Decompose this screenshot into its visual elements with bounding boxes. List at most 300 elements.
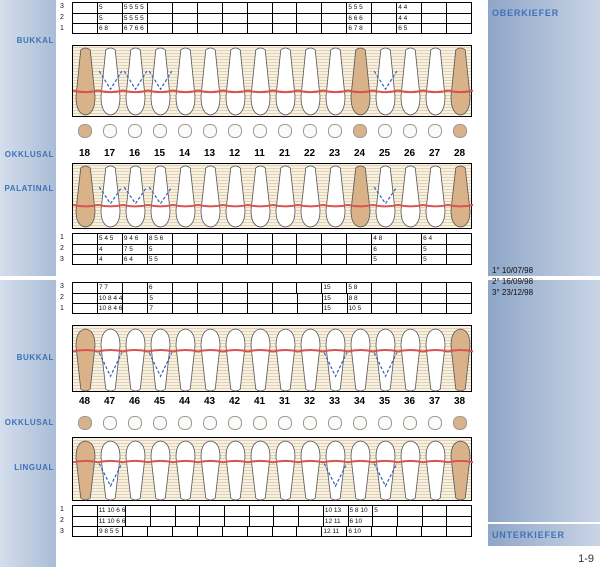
tooth-number: 18 — [78, 148, 91, 159]
grid-row-number: 2 — [60, 294, 64, 301]
grid-row — [73, 293, 471, 303]
grid-cell — [298, 517, 323, 526]
grid-cell — [122, 294, 147, 303]
grid-cell: 7 7 — [97, 283, 122, 293]
grid-cell — [297, 294, 322, 303]
lower-top-grid — [72, 282, 472, 314]
grid-cell — [371, 14, 396, 23]
grid-cell: 5 — [371, 255, 396, 264]
grid-row — [73, 516, 471, 526]
tooth-outline — [176, 166, 195, 227]
tooth-number: 47 — [103, 396, 116, 407]
occlusal-tooth-icon — [428, 124, 442, 138]
grid-cell — [147, 24, 172, 33]
grid-cell — [397, 506, 422, 516]
grid-cell — [321, 255, 346, 264]
grid-row-number: 2 — [60, 517, 64, 524]
tooth-number: 46 — [128, 396, 141, 407]
tooth-outline — [301, 166, 320, 227]
grid-cell — [321, 14, 346, 23]
tooth-number: 32 — [303, 396, 316, 407]
tooth-number: 25 — [378, 148, 391, 159]
grid-cell — [249, 517, 274, 526]
grid-cell — [371, 24, 396, 33]
grid-cell — [122, 304, 147, 313]
grid-cell: 6 8 — [97, 24, 122, 33]
occlusal-tooth-icon — [353, 416, 367, 430]
upper-occlusal-row — [72, 120, 472, 142]
right-band-lower — [488, 280, 600, 522]
grid-cell — [172, 14, 197, 23]
tooth-number: 42 — [228, 396, 241, 407]
grid-cell — [296, 255, 321, 264]
lower-lingual-panel — [72, 437, 472, 501]
grid-cell: 5 4 5 — [97, 234, 122, 244]
grid-cell: 5 — [97, 3, 122, 13]
occlusal-tooth-icon — [228, 416, 242, 430]
grid-cell — [421, 24, 446, 33]
grid-cell — [397, 517, 422, 526]
tooth-drawing — [73, 164, 473, 230]
grid-row-number: 1 — [60, 506, 64, 513]
tooth-number: 27 — [428, 148, 441, 159]
grid-cell: 5 — [372, 506, 397, 516]
grid-cell — [122, 527, 147, 536]
grid-cell: 5 — [147, 294, 172, 303]
grid-cell — [222, 304, 247, 313]
grid-cell — [224, 506, 249, 516]
occlusal-tooth-icon — [328, 124, 342, 138]
tooth-outline — [326, 166, 345, 227]
grid-cell — [73, 517, 97, 526]
tooth-outline — [201, 48, 220, 115]
occlusal-tooth-icon — [428, 416, 442, 430]
tooth-outline — [451, 48, 470, 115]
grid-cell — [297, 304, 322, 313]
tooth-outline — [276, 441, 295, 500]
grid-cell — [172, 255, 197, 264]
tooth-outline — [126, 329, 145, 391]
grid-cell: 15 — [322, 304, 347, 313]
grid-cell: 6 10 — [348, 517, 373, 526]
grid-cell — [197, 283, 222, 293]
grid-row-number: 1 — [60, 234, 64, 241]
tooth-outline — [426, 329, 445, 391]
tooth-number: 26 — [403, 148, 416, 159]
grid-cell — [272, 245, 297, 254]
grid-cell — [296, 24, 321, 33]
tooth-outline — [226, 48, 245, 115]
grid-cell — [296, 527, 321, 536]
grid-cell — [172, 234, 197, 244]
grid-cell — [422, 517, 447, 526]
occlusal-tooth-icon — [128, 416, 142, 430]
tooth-outline — [401, 166, 420, 227]
grid-cell — [247, 14, 272, 23]
grid-cell: 5 5 5 5 — [122, 3, 147, 13]
tooth-outline — [201, 166, 220, 227]
tooth-number: 31 — [278, 396, 291, 407]
grid-cell: 9 4 6 — [122, 234, 147, 244]
grid-cell — [172, 304, 197, 313]
grid-cell — [446, 234, 471, 244]
tooth-drawing — [73, 326, 473, 393]
grid-cell: 7 5 — [122, 245, 147, 254]
grid-row — [73, 3, 471, 13]
grid-cell — [298, 506, 323, 516]
grid-cell — [197, 527, 222, 536]
grid-cell — [222, 14, 247, 23]
grid-cell: 6 10 — [346, 527, 371, 536]
occlusal-tooth-icon — [378, 416, 392, 430]
grid-cell — [272, 255, 297, 264]
tooth-outline — [376, 48, 395, 115]
grid-cell — [222, 3, 247, 13]
grid-cell — [446, 527, 471, 536]
tooth-outline — [451, 329, 470, 391]
grid-cell — [273, 506, 298, 516]
grid-cell — [247, 255, 272, 264]
grid-cell — [247, 24, 272, 33]
grid-cell — [222, 245, 247, 254]
right-band-upper — [488, 0, 600, 276]
tooth-number: 24 — [353, 148, 366, 159]
grid-cell — [422, 506, 447, 516]
grid-cell — [247, 3, 272, 13]
tooth-number: 41 — [253, 396, 266, 407]
grid-cell — [396, 527, 421, 536]
tooth-number: 14 — [178, 148, 191, 159]
grid-cell — [73, 245, 97, 254]
tooth-outline — [226, 441, 245, 500]
grid-cell — [396, 294, 421, 303]
grid-cell: 6 7 6 6 — [122, 24, 147, 33]
grid-cell — [247, 527, 272, 536]
date-1: 1° 10/07/98 — [492, 266, 534, 275]
grid-cell — [247, 304, 272, 313]
grid-cell: 10 8 4 6 — [98, 305, 123, 312]
grid-cell — [73, 304, 97, 313]
tooth-outline — [251, 329, 270, 391]
tooth-drawing — [73, 46, 473, 118]
grid-cell — [446, 283, 471, 293]
tooth-outline — [151, 166, 170, 227]
grid-row-number: 3 — [60, 528, 64, 535]
occlusal-tooth-icon — [378, 124, 392, 138]
tooth-outline — [151, 441, 170, 500]
grid-cell — [197, 294, 222, 303]
grid-cell — [372, 517, 397, 526]
tooth-outline — [76, 329, 95, 391]
tooth-outline — [126, 441, 145, 500]
grid-row — [73, 254, 471, 264]
label-upper-palatal: PALATINAL — [4, 184, 54, 193]
grid-cell — [296, 14, 321, 23]
tooth-number: 23 — [328, 148, 341, 159]
occlusal-tooth-icon — [203, 416, 217, 430]
grid-row-number: 3 — [60, 283, 64, 290]
grid-cell — [446, 294, 471, 303]
tooth-outline — [251, 441, 270, 500]
grid-row — [73, 244, 471, 254]
grid-cell — [272, 234, 297, 244]
occlusal-tooth-icon — [203, 124, 217, 138]
grid-cell: 6 6 6 — [346, 14, 371, 23]
tooth-outline — [101, 441, 120, 500]
occlusal-tooth-icon — [78, 124, 92, 138]
grid-cell — [446, 517, 471, 526]
grid-cell — [371, 304, 396, 313]
tooth-outline — [301, 441, 320, 500]
grid-cell — [73, 283, 97, 293]
grid-cell: 10 13 — [323, 506, 348, 516]
occlusal-tooth-icon — [403, 124, 417, 138]
grid-cell — [73, 24, 97, 33]
grid-row-number: 2 — [60, 245, 64, 252]
tooth-number: 11 — [254, 148, 265, 159]
tooth-number: 34 — [353, 396, 366, 407]
tooth-outline — [451, 166, 470, 227]
upper-buccal-panel — [72, 45, 472, 117]
label-upper-occlusal: OKKLUSAL — [4, 150, 54, 159]
upper-bottom-grid — [72, 233, 472, 265]
tooth-number: 15 — [153, 148, 166, 159]
grid-cell: 8 5 6 — [147, 234, 172, 244]
grid-cell — [371, 3, 396, 13]
tooth-number: 37 — [428, 396, 441, 407]
grid-cell — [197, 3, 222, 13]
grid-cell — [197, 14, 222, 23]
tooth-outline — [426, 166, 445, 227]
tooth-outline — [76, 48, 95, 115]
grid-cell — [396, 234, 421, 244]
grid-cell — [296, 234, 321, 244]
grid-cell: 6 — [147, 283, 172, 293]
grid-cell: 5 8 10 — [348, 506, 373, 516]
grid-cell: 15 — [322, 294, 347, 303]
tooth-outline — [251, 48, 270, 115]
grid-row-number: 3 — [60, 3, 64, 10]
grid-cell — [222, 255, 247, 264]
grid-cell — [421, 283, 446, 293]
grid-cell — [147, 527, 172, 536]
grid-row — [73, 283, 471, 293]
grid-cell — [147, 3, 172, 13]
tooth-outline — [351, 441, 370, 500]
tooth-outline — [76, 441, 95, 500]
occlusal-tooth-icon — [303, 124, 317, 138]
grid-cell — [321, 24, 346, 33]
tooth-number: 43 — [203, 396, 216, 407]
grid-cell — [446, 255, 471, 264]
grid-cell: 11 10 6 6 — [98, 507, 126, 514]
grid-cell — [321, 234, 346, 244]
grid-cell: 4 4 — [396, 14, 421, 23]
occlusal-tooth-icon — [453, 124, 467, 138]
tooth-number: 17 — [103, 148, 116, 159]
grid-cell — [249, 506, 274, 516]
grid-cell — [224, 517, 249, 526]
grid-cell: 6 — [371, 245, 396, 254]
grid-cell: 5 — [97, 14, 122, 23]
upper-jaw-title: OBERKIEFER — [492, 8, 560, 18]
tooth-outline — [276, 166, 295, 227]
grid-cell — [247, 283, 272, 293]
grid-cell — [175, 506, 200, 516]
grid-cell — [296, 3, 321, 13]
tooth-number: 12 — [228, 148, 241, 159]
occlusal-tooth-icon — [453, 416, 467, 430]
tooth-outline — [401, 441, 420, 500]
tooth-outline — [326, 329, 345, 391]
grid-cell — [172, 294, 197, 303]
grid-cell — [421, 527, 446, 536]
grid-row — [73, 13, 471, 23]
label-lower-lingual: LINGUAL — [14, 463, 54, 472]
tooth-outline — [126, 48, 145, 115]
grid-cell — [273, 517, 298, 526]
grid-cell: 11 10 6 6 — [98, 518, 126, 525]
tooth-outline — [126, 166, 145, 227]
label-lower-buccal: BUKKAL — [16, 353, 54, 362]
tooth-outline — [301, 48, 320, 115]
tooth-outline — [351, 166, 370, 227]
tooth-outline — [301, 329, 320, 391]
grid-cell: 4 8 — [371, 234, 396, 244]
tooth-number: 21 — [278, 148, 291, 159]
grid-cell — [272, 24, 297, 33]
label-upper-buccal: BUKKAL — [16, 36, 54, 45]
grid-cell — [272, 283, 297, 293]
occlusal-tooth-icon — [153, 124, 167, 138]
grid-cell: 10 5 — [347, 304, 372, 313]
grid-cell — [172, 3, 197, 13]
occlusal-tooth-icon — [403, 416, 417, 430]
occlusal-tooth-icon — [78, 416, 92, 430]
tooth-outline — [376, 329, 395, 391]
page-number: 1-9 — [578, 553, 594, 565]
grid-cell — [73, 255, 97, 264]
upper-tooth-numbers — [72, 148, 472, 159]
grid-row — [73, 303, 471, 313]
grid-cell — [73, 506, 97, 516]
grid-cell — [197, 24, 222, 33]
grid-cell: 6 4 — [122, 255, 147, 264]
grid-cell — [73, 3, 97, 13]
tooth-number: 45 — [153, 396, 166, 407]
grid-cell — [125, 517, 150, 526]
occlusal-tooth-icon — [128, 124, 142, 138]
lower-occlusal-row — [72, 412, 472, 434]
grid-cell — [421, 304, 446, 313]
tooth-outline — [326, 441, 345, 500]
tooth-outline — [326, 48, 345, 115]
grid-cell — [272, 527, 297, 536]
grid-row — [73, 526, 471, 536]
tooth-outline — [401, 48, 420, 115]
grid-cell — [172, 527, 197, 536]
grid-cell — [272, 294, 297, 303]
tooth-outline — [201, 441, 220, 500]
tooth-outline — [101, 48, 120, 115]
tooth-outline — [176, 329, 195, 391]
grid-cell — [446, 304, 471, 313]
tooth-outline — [176, 441, 195, 500]
grid-cell — [421, 294, 446, 303]
tooth-outline — [226, 166, 245, 227]
grid-cell — [199, 517, 224, 526]
grid-row-number: 3 — [60, 256, 64, 263]
tooth-number: 33 — [328, 396, 341, 407]
tooth-outline — [376, 441, 395, 500]
grid-cell: 5 8 — [346, 283, 371, 293]
occlusal-tooth-icon — [103, 416, 117, 430]
tooth-outline — [376, 166, 395, 227]
grid-cell: 10 8 4 4 — [98, 295, 123, 302]
grid-cell — [150, 517, 175, 526]
grid-cell — [73, 527, 97, 536]
occlusal-tooth-icon — [103, 124, 117, 138]
grid-cell — [247, 294, 272, 303]
occlusal-tooth-icon — [178, 416, 192, 430]
grid-cell: 8 8 — [347, 294, 372, 303]
grid-cell — [346, 234, 371, 244]
grid-cell: 5 — [421, 245, 446, 254]
grid-cell — [222, 527, 247, 536]
grid-cell — [222, 294, 247, 303]
grid-row-number: 1 — [60, 305, 64, 312]
grid-cell: 4 4 — [396, 3, 421, 13]
grid-cell — [247, 234, 272, 244]
grid-cell — [175, 517, 200, 526]
grid-cell — [197, 234, 222, 244]
grid-cell — [321, 245, 346, 254]
tooth-number: 35 — [378, 396, 391, 407]
occlusal-tooth-icon — [353, 124, 367, 138]
tooth-outline — [101, 166, 120, 227]
grid-cell: 6 5 — [396, 24, 421, 33]
upper-palatal-panel — [72, 163, 472, 229]
lower-tooth-numbers — [72, 396, 472, 407]
grid-cell — [396, 255, 421, 264]
tooth-outline — [176, 48, 195, 115]
tooth-outline — [276, 48, 295, 115]
tooth-outline — [251, 166, 270, 227]
upper-top-grid — [72, 2, 472, 34]
occlusal-tooth-icon — [178, 124, 192, 138]
grid-cell — [371, 527, 396, 536]
grid-cell: 12 11 — [321, 527, 346, 536]
occlusal-tooth-icon — [253, 124, 267, 138]
grid-cell: 5 5 5 — [346, 3, 371, 13]
grid-cell — [446, 14, 471, 23]
grid-cell — [150, 506, 175, 516]
grid-cell — [446, 506, 471, 516]
grid-cell — [172, 283, 197, 293]
grid-cell — [446, 245, 471, 254]
grid-cell — [73, 14, 97, 23]
grid-row — [73, 234, 471, 244]
tooth-number: 28 — [453, 148, 466, 159]
tooth-number: 22 — [303, 148, 316, 159]
tooth-outline — [276, 329, 295, 391]
grid-cell — [197, 255, 222, 264]
grid-cell — [199, 506, 224, 516]
tooth-number: 13 — [203, 148, 216, 159]
occlusal-tooth-icon — [328, 416, 342, 430]
tooth-outline — [426, 441, 445, 500]
label-lower-occlusal: OKKLUSAL — [4, 418, 54, 427]
